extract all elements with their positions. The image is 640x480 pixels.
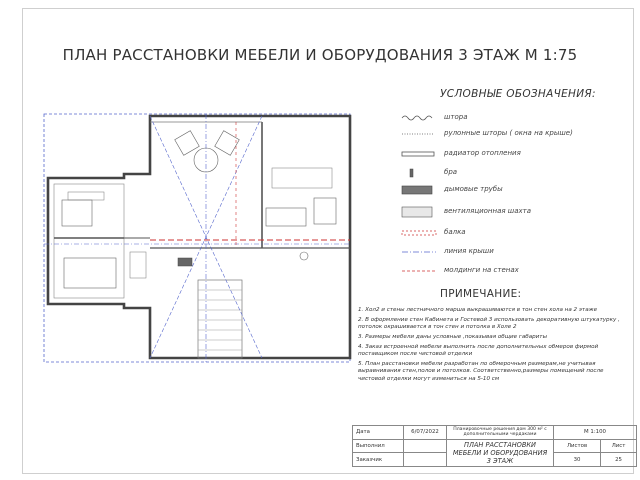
legend-label: рулонные шторы ( окна на крыше) <box>444 129 573 137</box>
beam-icon <box>400 226 440 240</box>
radiator-icon <box>400 147 440 161</box>
curtain-icon <box>400 111 440 125</box>
legend-item-roof-line <box>400 245 630 259</box>
stamp-customer-value <box>404 453 447 467</box>
stamp-date-value: 6/07/2022 <box>404 426 447 440</box>
roller-blind-icon <box>400 127 440 141</box>
stamp-customer-label: Заказчик <box>353 453 404 467</box>
legend-label: бра <box>444 168 458 176</box>
legend-label: вентиляционная шахта <box>444 207 532 215</box>
legend-label: радиатор отопления <box>444 149 521 157</box>
legend-item-beam <box>400 226 630 240</box>
legend-item-radiator <box>400 147 630 161</box>
stamp-sheet-number: 25 <box>601 453 637 467</box>
roof-line-icon <box>400 245 440 259</box>
stamp-sheet-col: Лист <box>601 439 637 453</box>
stamp-date-label: Дата <box>353 426 404 440</box>
note-item: 4. Заказ встроенной мебели выполнить после дополнительных обмеров фирмой поставщиком после чистовой отделки <box>358 343 599 358</box>
stamp-project-desc: Планировочные решения дом 300 м² с дополнительными чердаками <box>447 426 554 440</box>
chimney-icon <box>400 183 440 197</box>
wall-molding-icon <box>400 264 440 278</box>
legend-item-roller-blind <box>400 127 630 141</box>
notes-list <box>358 307 626 386</box>
legend-item-ventilation-shaft <box>400 205 630 219</box>
notes-title: ПРИМЕЧАНИЕ: <box>440 288 522 300</box>
legend-label: штора <box>444 113 468 121</box>
stamp-performer-label: Выполнил <box>353 439 404 453</box>
note-item: 1. Хол2 и стены лестничного марша выкрашиваются в тон стен хола на 2 этаже <box>358 307 598 313</box>
legend-item-curtain <box>400 111 630 125</box>
legend-item-wall-molding <box>400 264 630 278</box>
wall-lamp-icon <box>400 166 440 180</box>
legend-label: балка <box>444 228 466 236</box>
note-item: 2. В оформление стен Кабинета и Гостевой 3 использовать декоративную штукатурку , потолок окрашивается в тон стен и потолка в Холе 2 <box>358 316 620 331</box>
stamp-performer-value <box>404 439 447 453</box>
page-title: ПЛАН РАССТАНОВКИ МЕБЕЛИ И ОБОРУДОВАНИЯ 3 ЭТАЖ М 1:75 <box>62 46 578 64</box>
legend-label: дымовые трубы <box>444 185 503 193</box>
legend-item-wall-lamp <box>400 166 630 180</box>
stamp-sheets-label: Листов <box>554 439 601 453</box>
legend-title: УСЛОВНЫЕ ОБОЗНАЧЕНИЯ: <box>440 88 596 100</box>
title-block <box>352 425 637 467</box>
legend-label: линия крыши <box>444 247 494 255</box>
legend-label: молдинги на стенах <box>444 266 519 274</box>
note-item: 3. Размеры мебели даны условные ,показывая общие габариты <box>358 334 547 341</box>
stamp-sheet-title: ПЛАН РАССТАНОВКИ МЕБЕЛИ И ОБОРУДОВАНИЯ 3 ЭТАЖ <box>447 439 554 466</box>
stamp-code: М 1:100 <box>554 426 637 440</box>
legend-item-chimney <box>400 183 630 197</box>
floor-plan <box>40 108 360 370</box>
stamp-sheets-total: 30 <box>554 453 601 467</box>
note-item: 5. План расстановки мебели разработан по обмерочным размерам,не учитывая выравнивания стен,полов и потолков. Соответственно,размеры помещений после чистовой отделки могут измениться на 5-10 см <box>358 361 604 382</box>
ventilation-shaft-icon <box>400 205 440 219</box>
